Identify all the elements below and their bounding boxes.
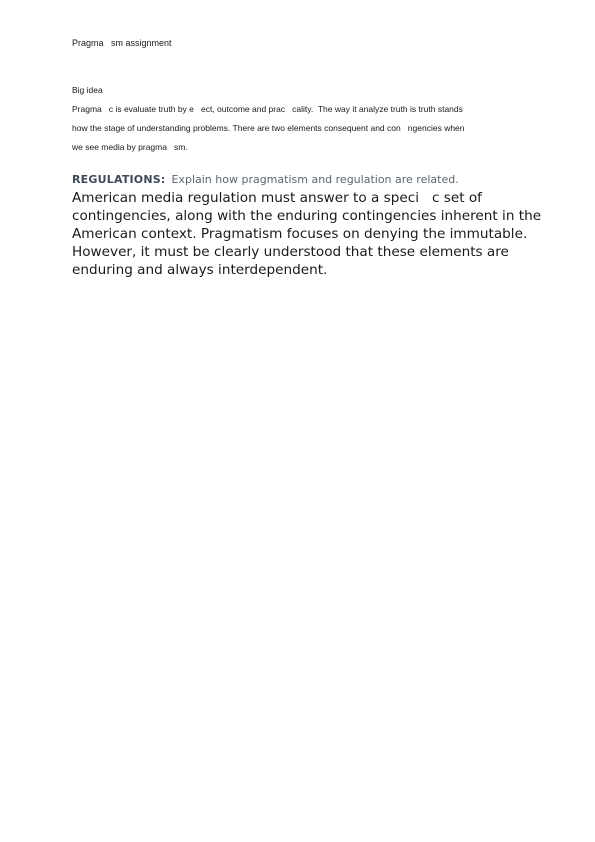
big-idea-paragraph bbox=[72, 100, 537, 157]
regulations-line: However, it must be clearly understood that these elements are bbox=[72, 244, 509, 260]
regulations-prompt: Explain how pragmatism and regulation are related. bbox=[171, 173, 459, 186]
big-idea-line: how the stage of understanding problems. There are two elements consequent and con ngencies when bbox=[72, 123, 465, 133]
regulations-line: American context. Pragmatism focuses on denying the immutable. bbox=[72, 226, 528, 242]
big-idea-line: Pragma c is evaluate truth by e ect, outcome and prac cality. The way it analyze truth is truth stands bbox=[72, 104, 463, 114]
regulations-label: REGULATIONS: bbox=[72, 173, 166, 186]
big-idea-line: we see media by pragma sm. bbox=[72, 142, 188, 152]
regulations-line: contingencies, along with the enduring contingencies inherent in the bbox=[72, 208, 542, 224]
big-idea-heading: Big idea bbox=[72, 85, 103, 95]
document-title: Pragma sm assignment bbox=[72, 38, 172, 48]
regulations-paragraph bbox=[72, 189, 542, 279]
regulations-line: enduring and always interdependent. bbox=[72, 262, 328, 278]
regulations-heading bbox=[72, 173, 459, 186]
regulations-line: American media regulation must answer to a speci c set of bbox=[72, 190, 482, 206]
